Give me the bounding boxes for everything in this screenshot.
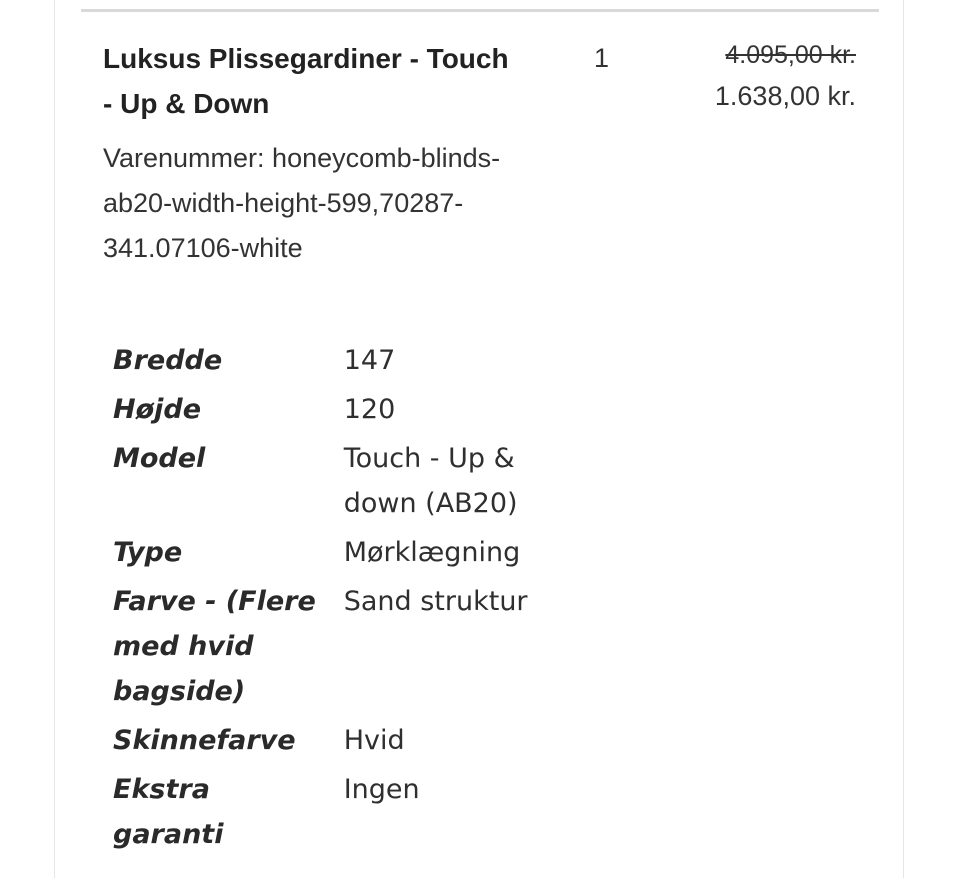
option-value: Sand struktur [343, 586, 528, 617]
option-value: Mørklægning [343, 537, 521, 568]
product-title[interactable]: Luksus Plissegardiner - Touch - Up & Down [103, 43, 509, 119]
option-value: Touch - Up & down (AB20) [343, 443, 518, 519]
option-value: 120 [343, 394, 396, 425]
option-row [113, 579, 533, 718]
option-row [113, 718, 533, 767]
divider [81, 9, 879, 12]
option-row [113, 338, 533, 387]
option-label: Højde [113, 394, 202, 425]
quantity-value: 1 [594, 43, 610, 73]
option-label: Ekstra garanti [113, 774, 224, 850]
product-sku: Varenummer: honeycomb-blinds-ab20-width-height-599,70287-341.07106-white [103, 143, 501, 263]
option-row [113, 767, 533, 861]
option-label: Skinnefarve [113, 725, 296, 756]
option-value: 147 [343, 345, 396, 376]
product-options-table [113, 338, 533, 861]
option-row [113, 436, 533, 530]
option-row [113, 387, 533, 436]
option-label: Type [113, 537, 183, 568]
option-value: Ingen [343, 774, 420, 805]
option-value: Hvid [343, 725, 405, 756]
option-label: Model [113, 443, 206, 474]
option-row [113, 530, 533, 579]
original-price: 4.095,00 kr. [725, 41, 856, 69]
option-label: Farve - (Flere med hvid bagside) [113, 586, 316, 707]
option-label: Bredde [113, 345, 223, 376]
current-price: 1.638,00 kr. [714, 81, 856, 111]
price-block [715, 36, 856, 118]
